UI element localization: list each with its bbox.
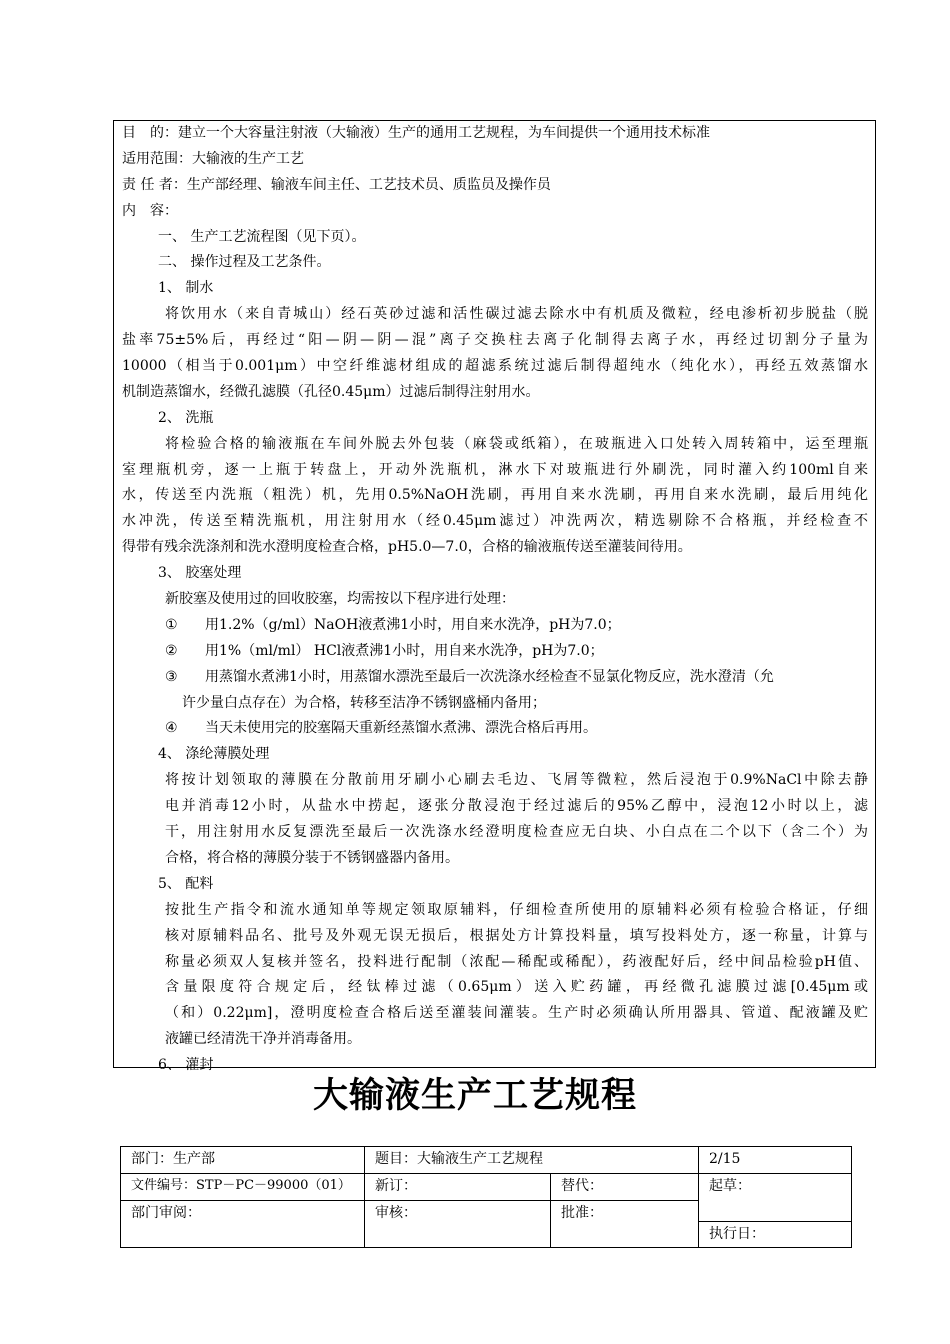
paragraph-line: 室理瓶机旁，逐一上瓶于转盘上，开动外洗瓶机，淋水下对玻瓶进行外刷洗，同时灌入约100ml自来 (122, 461, 868, 478)
paragraph-line: 将按计划领取的薄膜在分散前用牙刷小心刷去毛边、飞屑等微粒，然后浸泡于0.9%NaCl中除去静 (165, 772, 868, 789)
list-item (122, 716, 868, 742)
paragraph-line: 含量限度符合规定后，经钛棒过滤（0.65μm）送入贮药罐，再经微孔滤膜过滤[0.45μm或 (165, 979, 868, 996)
subsection-heading: 1、 制水 (158, 280, 214, 297)
replaces-cell: 替代： (551, 1174, 699, 1201)
purpose-line: 目 的：建立一个大容量注射液（大输液）生产的通用工艺规程，为车间提供一个通用技术标准 (122, 125, 710, 141)
paragraph-line: 电并消毒12小时，从盐水中捞起，逐张分散浸泡于经过滤后的95%乙醇中，浸泡12小时以上，滤 (165, 798, 868, 815)
file-number-cell: 文件编号：STP－PC－99000（01） (121, 1174, 365, 1201)
drafted-by-cell: 起草： (699, 1174, 852, 1222)
paragraph-line: 新胶塞及使用过的回收胶塞，均需按以下程序进行处理： (165, 591, 515, 608)
section-heading: 一、 生产工艺流程图（见下页）。 (158, 228, 366, 245)
paragraph-line: 按批生产指令和流水通知单等规定领取原辅料，仔细检查所使用的原辅料必须有检验合格证，仔细 (165, 901, 868, 918)
list-item-text: 当天未使用完的胶塞隔天重新经蒸馏水煮沸、漂洗合格后再用。 (205, 720, 597, 737)
list-marker: ② (165, 642, 178, 659)
paragraph-line: （和）0.22μm]，澄明度检查合格后送至灌装间灌装。生产时必须确认所用器具、管道、配液罐及贮 (165, 1005, 868, 1022)
subject-cell: 题目：大输液生产工艺规程 (365, 1147, 699, 1174)
list-item (122, 639, 868, 665)
procedure-body (113, 120, 876, 1074)
effective-date-cell: 执行日： (699, 1222, 852, 1248)
list-item-text: 用1%（ml/ml） HCl液煮沸1小时，用自来水洗净，pH为7.0； (205, 642, 604, 659)
list-item-text: 用蒸馏水煮沸1小时，用蒸馏水漂洗至最后一次洗涤水经检查不显氯化物反应，洗水澄清（允 (205, 668, 774, 685)
scope-line: 适用范围：大输液的生产工艺 (122, 150, 304, 167)
list-item (122, 665, 868, 691)
subsection-heading: 3、 胶塞处理 (158, 565, 242, 582)
paragraph-line: 机制造蒸馏水，经微孔滤膜（孔径0.45μm）过滤后制得注射用水。 (122, 383, 540, 400)
page-number-cell: 2/15 (699, 1147, 852, 1174)
paragraph-line: 将饮用水（来自青城山）经石英砂过滤和活性碳过滤去除水中有机质及微粒，经电渗析初步脱盐（脱 (165, 306, 868, 323)
reviewed-by-cell: 审核： (365, 1201, 551, 1248)
paragraph-line: 将检验合格的输液瓶在车间外脱去外包装（麻袋或纸箱），在玻瓶进入口处转入周转箱中，运至理瓶 (165, 435, 868, 452)
department-cell: 部门：生产部 (121, 1147, 365, 1174)
paragraph-line: 合格，将合格的薄膜分装于不锈钢盛器内备用。 (165, 849, 459, 866)
list-item-text: 用1.2%（g/ml）NaOH液煮沸1小时，用自来水洗净，pH为7.0； (205, 616, 621, 633)
department-review-cell: 部门审阅： (121, 1201, 365, 1248)
subsection-heading: 2、 洗瓶 (158, 409, 214, 426)
paragraph-line: 干，用注射用水反复漂洗至最后一次洗涤水经澄明度检查应无白块、小白点在二个以下（含二个）为 (165, 824, 868, 841)
responsible-line: 责 任 者：生产部经理、输液车间主任、工艺技术员、质监员及操作员 (122, 176, 551, 193)
paragraph-line: 得带有残余洗涤剂和洗水澄明度检查合格，pH5.0—7.0，合格的输液瓶传送至灌装间待用。 (122, 539, 692, 556)
list-item-continuation: 许少量白点存在）为合格，转移至洁净不锈钢盛桶内备用； (182, 694, 546, 711)
document-control-table (120, 1146, 852, 1248)
list-marker: ③ (165, 668, 178, 685)
list-marker: ① (165, 616, 178, 633)
section-heading: 二、 操作过程及工艺条件。 (158, 254, 331, 271)
subsection-heading: 6、 灌封 (158, 1057, 214, 1074)
approved-by-cell: 批准： (551, 1201, 699, 1248)
subsection-heading: 4、 涤纶薄膜处理 (158, 746, 270, 763)
document-title: 大输液生产工艺规程 (312, 1075, 637, 1116)
list-marker: ④ (165, 720, 178, 737)
new-issue-cell: 新订： (365, 1174, 551, 1201)
content-label: 内 容： (122, 202, 178, 219)
paragraph-line: 盐率75±5%后，再经过“阳—阴—阴—混”离子交换柱去离子化制得去离子水，再经过切割分子量为 (122, 332, 868, 349)
list-item (122, 613, 868, 639)
paragraph-line: 液罐已经清洗干净并消毒备用。 (165, 1031, 361, 1048)
paragraph-line: 10000（相当于0.001μm）中空纤维滤材组成的超滤系统过滤后制得超纯水（纯化水），再经五效蒸馏水 (122, 358, 868, 375)
paragraph-line: 水，传送至内洗瓶（粗洗）机，先用0.5%NaOH洗刷，再用自来水洗刷，再用自来水洗刷，最后用纯化 (122, 487, 868, 504)
paragraph-line: 称量必须双人复核并签名，投料进行配制（浓配—稀配或稀配），药液配好后，经中间品检验pH值、 (165, 953, 868, 970)
paragraph-line: 水冲洗，传送至精洗瓶机，用注射用水（经0.45μm滤过）冲洗两次，精选剔除不合格瓶，并经检查不 (122, 513, 868, 530)
subsection-heading: 5、 配料 (158, 875, 214, 892)
paragraph-line: 核对原辅料品名、批号及外观无误无损后，根据处方计算投料量，填写投料处方，逐一称量，计算与 (165, 927, 868, 944)
